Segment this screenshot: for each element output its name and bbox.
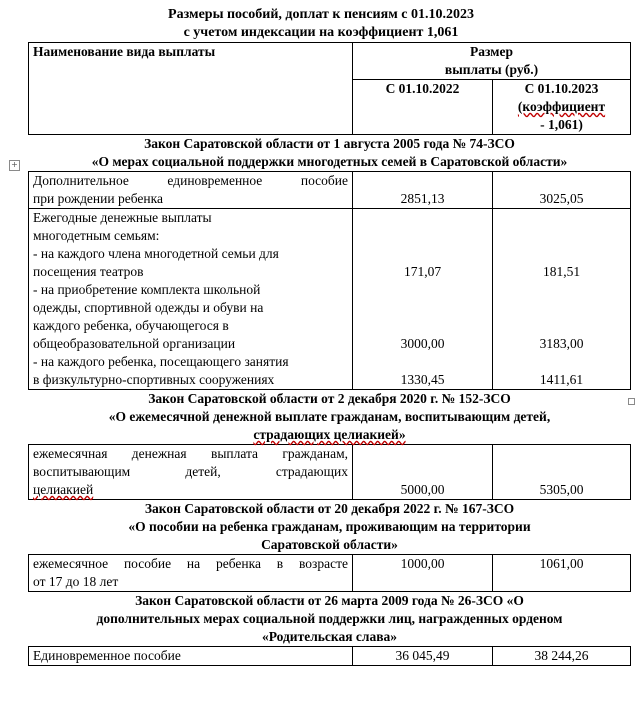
desc-line: целиакией (33, 482, 94, 497)
law-line-1: Закон Саратовской области от 26 марта 2009 года № 26-ЗСО «О (135, 593, 524, 608)
value-school-2023: 3183,00 (539, 336, 584, 351)
desc-line: ежемесячное пособие на ребенка в возрасте (33, 556, 348, 571)
law-line-3-text: страдающих целиакией» (253, 427, 406, 442)
desc-line: от 17 до 18 лет (33, 574, 119, 589)
desc-line: посещения театров (33, 264, 144, 279)
desc-line: каждого ребенка, обучающегося в (33, 318, 229, 333)
value-2022 (353, 209, 493, 390)
law-row (29, 390, 631, 445)
table-row (29, 445, 631, 500)
header-name-cell (29, 43, 353, 135)
value-sport-2023: 1411,61 (539, 372, 584, 387)
value-theatre-2022: 171,07 (403, 264, 442, 279)
document-title (0, 6, 642, 42)
table-row (29, 172, 631, 209)
title-line-1: Размеры пособий, доплат к пенсиям с 01.10.2023 (168, 7, 474, 22)
value-2023: 38 244,26 (493, 647, 631, 666)
value-2023: 5305,00 (493, 445, 631, 500)
header-2023-cell (493, 80, 631, 135)
value-2022: 36 045,49 (353, 647, 493, 666)
header-2023-line-2: (коэффициент (517, 99, 606, 114)
law-row (29, 500, 631, 555)
desc-line: - на приобретение комплекта школьной (33, 282, 261, 297)
value-school-2022: 3000,00 (400, 336, 445, 351)
law-line-3: «Родительская слава» (261, 629, 398, 644)
law-line-2: «О мерах социальной поддержки многодетных семей в Саратовской области» (91, 154, 568, 169)
desc-line: при рождении ребенка (33, 191, 163, 206)
desc-line: - на каждого ребенка, посещающего занятия (33, 354, 289, 369)
header-size-line-2: выплаты (руб.) (444, 62, 539, 77)
header-name: Наименование вида выплаты (33, 44, 216, 59)
title-line-2: с учетом индексации на коэффициент 1,061 (183, 25, 459, 40)
row-description (29, 647, 353, 666)
table-row (29, 647, 631, 666)
desc-line: общеобразовательной организации (33, 336, 236, 351)
law-line-1: Закон Саратовской области от 1 августа 2005 года № 74-ЗСО (144, 136, 515, 151)
header-2023-line-3: - 1,061) (540, 117, 583, 132)
desc-line: многодетным семьям: (33, 228, 160, 243)
law-line-1: Закон Саратовской области от 20 декабря 2022 г. № 167-ЗСО (144, 501, 515, 516)
law-line-2: «О ежемесячной денежной выплате гражданам, воспитывающим детей, (108, 409, 551, 424)
law-line-2: дополнительных мерах социальной поддержки лиц, награжденных орденом (96, 611, 563, 626)
header-size-line-1: Размер (470, 44, 513, 59)
desc-line: Ежегодные денежные выплаты (33, 210, 212, 225)
desc-line: ежемесячная денежная выплата гражданам, (33, 446, 348, 461)
desc-line: Дополнительное единовременное пособие (33, 173, 348, 188)
value-2023: 1061,00 (493, 555, 631, 592)
row-description (29, 555, 353, 592)
desc-line: одежды, спортивной одежды и обуви на (33, 300, 264, 315)
law-row (29, 592, 631, 647)
value-2023: 3025,05 (493, 172, 631, 209)
value-2022: 5000,00 (353, 445, 493, 500)
row-description (29, 445, 353, 500)
law-line-3 (29, 426, 631, 444)
header-2023-line-1: С 01.10.2023 (524, 81, 599, 96)
row-description (29, 172, 353, 209)
value-2022: 1000,00 (353, 555, 493, 592)
law-heading (29, 592, 631, 647)
value-theatre-2023: 181,51 (542, 264, 581, 279)
table-move-icon[interactable]: + (9, 160, 20, 171)
header-2022-cell (353, 80, 493, 135)
desc-line: Единовременное пособие (33, 648, 181, 663)
table-row (29, 555, 631, 592)
table-header-row (29, 43, 631, 80)
law-heading (29, 135, 631, 172)
law-row (29, 135, 631, 172)
desc-line: - на каждого члена многодетной семьи для (33, 246, 279, 261)
benefits-table (28, 42, 631, 666)
law-line-1: Закон Саратовской области от 2 декабря 2020 г. № 152-ЗСО (148, 391, 511, 406)
header-2022: С 01.10.2022 (385, 81, 460, 96)
law-heading (29, 390, 631, 445)
law-line-2: «О пособии на ребенка гражданам, проживающим на территории (128, 519, 531, 534)
law-line-3: Саратовской области» (261, 537, 398, 552)
row-description (29, 209, 353, 390)
value-sport-2022: 1330,45 (400, 372, 445, 387)
desc-line: воспитывающим детей, страдающих (33, 464, 348, 479)
value-2022: 2851,13 (353, 172, 493, 209)
desc-line: в физкультурно-спортивных сооружениях (33, 372, 275, 387)
value-2023 (493, 209, 631, 390)
table-row (29, 209, 631, 390)
table-resize-icon[interactable] (628, 398, 635, 405)
header-size-cell (353, 43, 631, 80)
law-heading (29, 500, 631, 555)
